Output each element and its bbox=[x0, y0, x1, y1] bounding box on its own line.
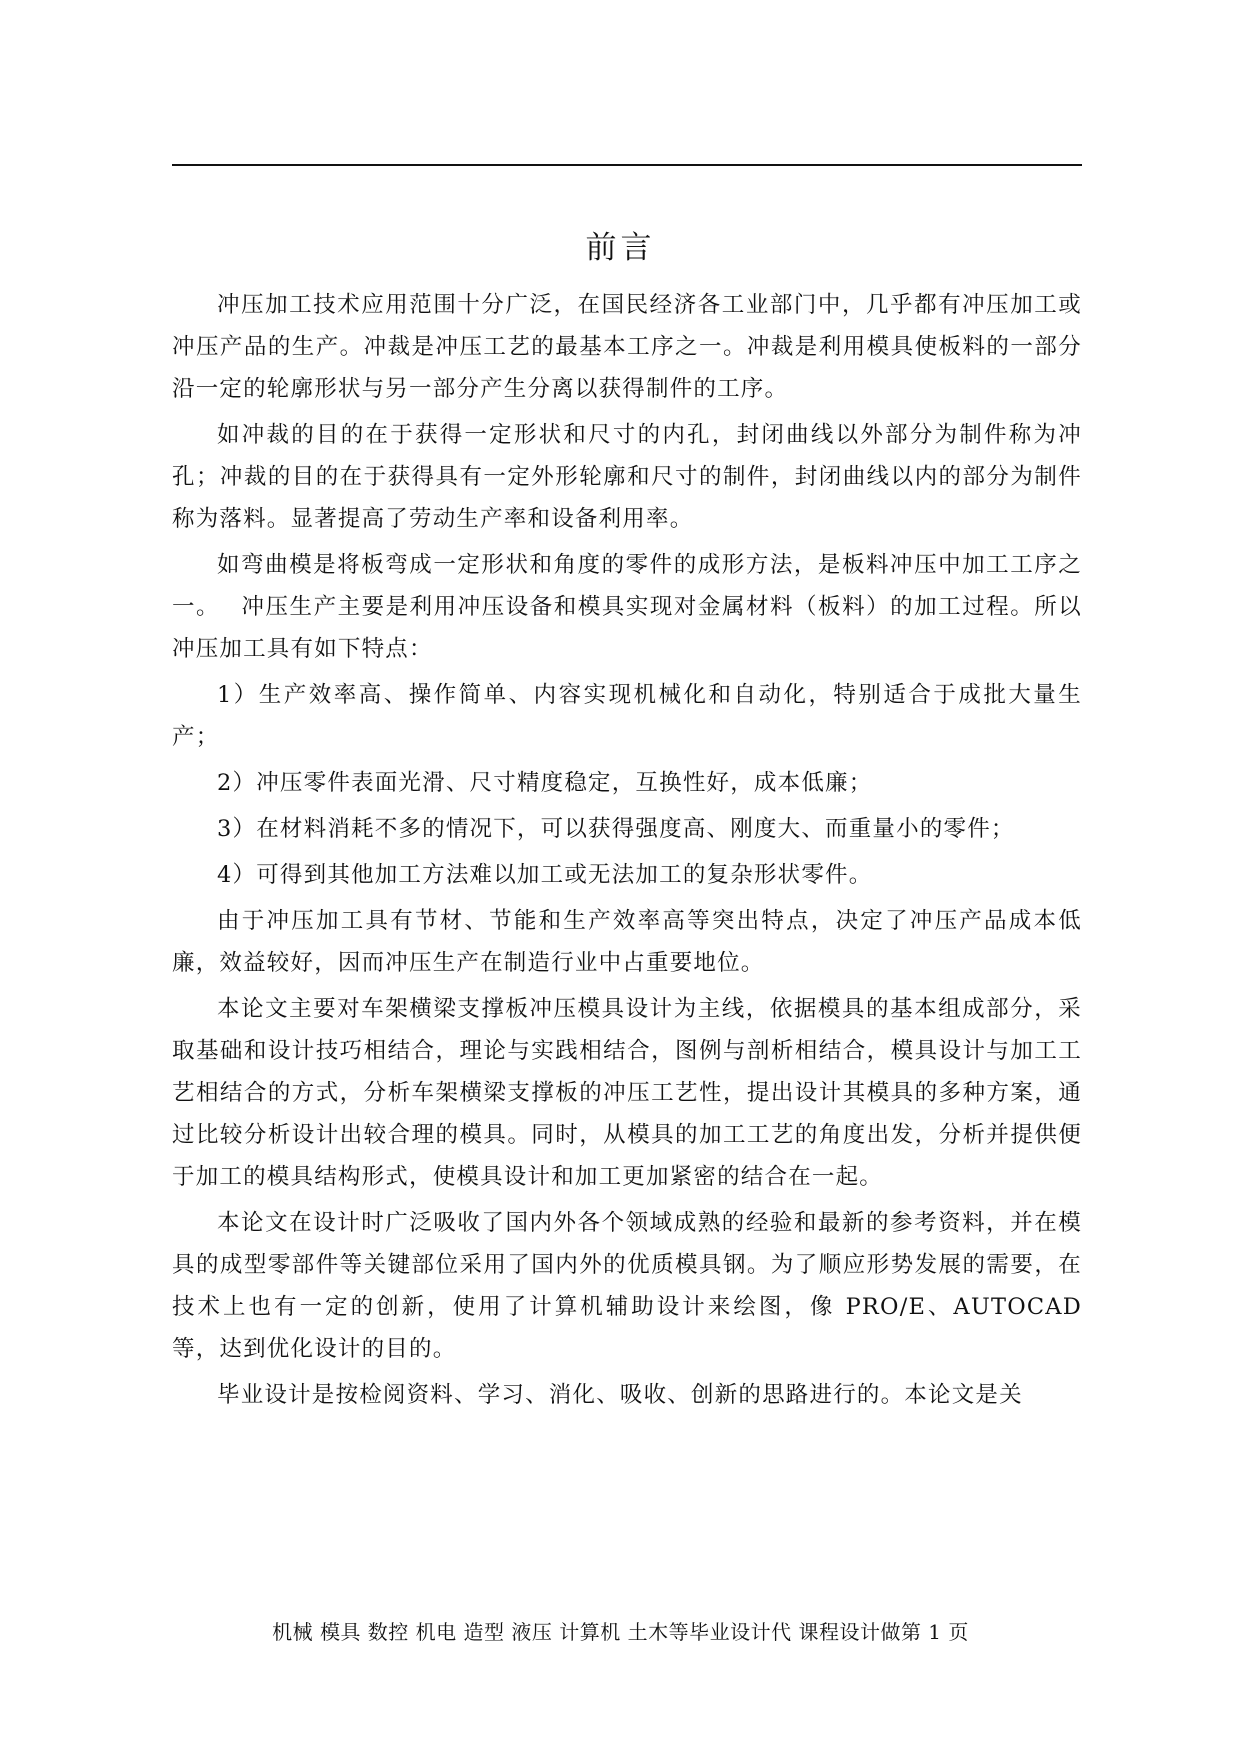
list-item: 3）在材料消耗不多的情况下，可以获得强度高、刚度大、而重量小的零件； bbox=[217, 816, 1015, 842]
body-text bbox=[172, 284, 1082, 1416]
paragraph: 如冲裁的目的在于获得一定形状和尺寸的内孔，封闭曲线以外部分为制件称为冲孔；冲裁的目的在于获得具有一定外形轮廓和尺寸的制件，封闭曲线以内的部分为制件称为落料。显著提高了劳动生产率和设备利用率。 bbox=[172, 422, 1082, 532]
header-rule bbox=[172, 164, 1082, 166]
paragraph: 由于冲压加工具有节材、节能和生产效率高等突出特点，决定了冲压产品成本低廉，效益较好，因而冲压生产在制造行业中占重要地位。 bbox=[172, 908, 1082, 976]
list-item: 2）冲压零件表面光滑、尺寸精度稳定，互换性好，成本低廉； bbox=[217, 770, 873, 796]
page-title: 前言 bbox=[585, 230, 656, 266]
paragraph: 冲压加工技术应用范围十分广泛，在国民经济各工业部门中，几乎都有冲压加工或冲压产品的生产。冲裁是冲压工艺的最基本工序之一。冲裁是利用模具使板料的一部分沿一定的轮廓形状与另一部分产生分离以获得制件的工序。 bbox=[172, 292, 1082, 402]
list-item: 4）可得到其他加工方法难以加工或无法加工的复杂形状零件。 bbox=[217, 862, 873, 888]
paragraph: 毕业设计是按检阅资料、学习、消化、吸收、创新的思路进行的。本论文是关 bbox=[217, 1382, 1023, 1408]
list-item: 1）生产效率高、操作简单、内容实现机械化和自动化，特别适合于成批大量生产； bbox=[172, 682, 1082, 750]
paragraph: 本论文主要对车架横梁支撑板冲压模具设计为主线，依据模具的基本组成部分，采取基础和设计技巧相结合，理论与实践相结合，图例与剖析相结合，模具设计与加工工艺相结合的方式，分析车架横梁支撑板的冲压工艺性，提出设计其模具的多种方案，通过比较分析设计出较合理的模具。同时，从模具的加工工艺的角度出发，分析并提供便于加工的模具结构形式，使模具设计和加工更加紧密的结合在一起。 bbox=[172, 996, 1082, 1190]
page-footer: 机械 模具 数控 机电 造型 液压 计算机 土木等毕业设计代 课程设计做第 1 页 bbox=[272, 1620, 969, 1644]
paragraph: 本论文在设计时广泛吸收了国内外各个领域成熟的经验和最新的参考资料，并在模具的成型零部件等关键部位采用了国内外的优质模具钢。为了顺应形势发展的需要，在技术上也有一定的创新，使用了计算机辅助设计来绘图，像 PRO/E、AUTOCAD 等，达到优化设计的目的。 bbox=[172, 1210, 1082, 1362]
paragraph: 如弯曲模是将板弯成一定形状和角度的零件的成形方法，是板料冲压中加工工序之一。 冲压生产主要是利用冲压设备和模具实现对金属材料（板料）的加工过程。所以冲压加工具有如下特点： bbox=[172, 552, 1082, 662]
